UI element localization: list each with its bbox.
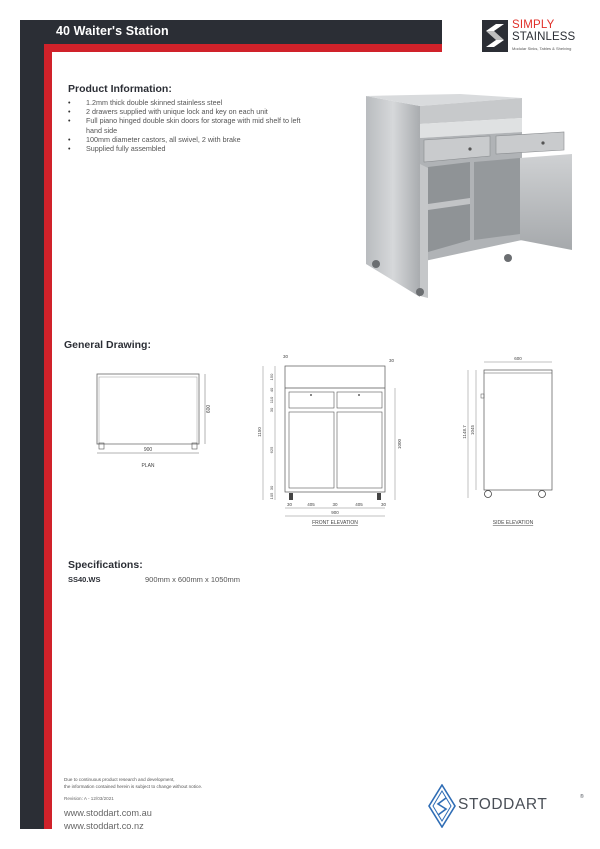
left-frame-bar — [20, 44, 44, 829]
svg-text:405: 405 — [355, 502, 363, 507]
list-item: • 2 drawers supplied with unique lock and key on each unit — [68, 107, 308, 116]
general-drawing-heading: General Drawing: — [64, 339, 151, 351]
svg-text:600: 600 — [206, 404, 212, 414]
list-item: • 100mm diameter castors, all swivel, 2 with brake — [68, 135, 308, 144]
svg-text:1045: 1045 — [470, 424, 475, 436]
left-accent-stripe — [44, 44, 52, 829]
product-info-heading: Product Information: — [68, 83, 172, 95]
svg-text:SIDE ELEVATION: SIDE ELEVATION — [492, 520, 534, 526]
disclaimer-line-1: Due to continuous product research and development, — [64, 777, 175, 782]
product-photo — [360, 92, 576, 302]
list-item: • Full piano hinged double skin doors for storage with mid shelf to left hand side — [68, 116, 308, 134]
svg-text:1150: 1150 — [257, 427, 262, 437]
svg-text:600: 600 — [514, 356, 522, 361]
front-elevation-drawing — [255, 352, 405, 530]
stoddart-diamond-icon — [428, 784, 456, 828]
svg-text:625: 625 — [269, 446, 274, 454]
spec-model-code: SS40.WS — [68, 575, 101, 584]
side-elevation-drawing — [458, 352, 573, 530]
svg-text:405: 405 — [307, 502, 315, 507]
svg-text:FRONT ELEVATION: FRONT ELEVATION — [312, 520, 358, 526]
page-title: 40 Waiter's Station — [56, 24, 169, 38]
svg-text:30: 30 — [269, 407, 274, 413]
svg-text:900: 900 — [143, 447, 153, 453]
stoddart-logo — [428, 780, 588, 832]
svg-text:900: 900 — [331, 510, 339, 515]
svg-text:PLAN: PLAN — [141, 463, 155, 469]
svg-text:30: 30 — [389, 358, 395, 363]
svg-text:1148.7: 1148.7 — [462, 425, 467, 439]
svg-text:110: 110 — [269, 396, 274, 404]
specifications-heading: Specifications: — [68, 559, 143, 571]
list-item: • Supplied fully assembled — [68, 144, 308, 153]
list-item: • 1.2mm thick double skinned stainless steel — [68, 98, 308, 107]
svg-text:30: 30 — [381, 502, 387, 507]
svg-text:30: 30 — [287, 502, 293, 507]
simply-stainless-mark-icon — [482, 20, 508, 52]
stoddart-wordmark: STODDART — [458, 796, 548, 813]
svg-text:30: 30 — [332, 502, 338, 507]
svg-text:150: 150 — [269, 373, 274, 381]
revision-text: Revision: A - 12/03/2021 — [64, 796, 114, 801]
svg-text:1000: 1000 — [397, 438, 402, 450]
header-accent-stripe — [44, 44, 442, 52]
disclaimer-line-2: the information contained herein is subject to change without notice. — [64, 783, 203, 789]
url-nz-link[interactable]: www.stoddart.co.nz — [64, 821, 144, 831]
simply-stainless-logo — [482, 18, 592, 58]
svg-text:30: 30 — [283, 354, 289, 359]
brand-stainless: STAINLESS — [512, 31, 576, 43]
registered-mark: ® — [580, 794, 584, 800]
brand-tagline: Modular Sinks, Tables & Shelving — [512, 46, 572, 51]
disclaimer — [64, 777, 264, 790]
url-au-link[interactable]: www.stoddart.com.au — [64, 808, 152, 818]
svg-text:105: 105 — [269, 492, 274, 500]
product-info-list — [68, 98, 308, 153]
svg-text:30: 30 — [269, 485, 274, 491]
plan-drawing — [90, 370, 220, 470]
svg-text:40: 40 — [269, 387, 274, 393]
brand-simply: SIMPLY — [512, 19, 555, 31]
spec-dimensions: 900mm x 600mm x 1050mm — [145, 575, 241, 584]
